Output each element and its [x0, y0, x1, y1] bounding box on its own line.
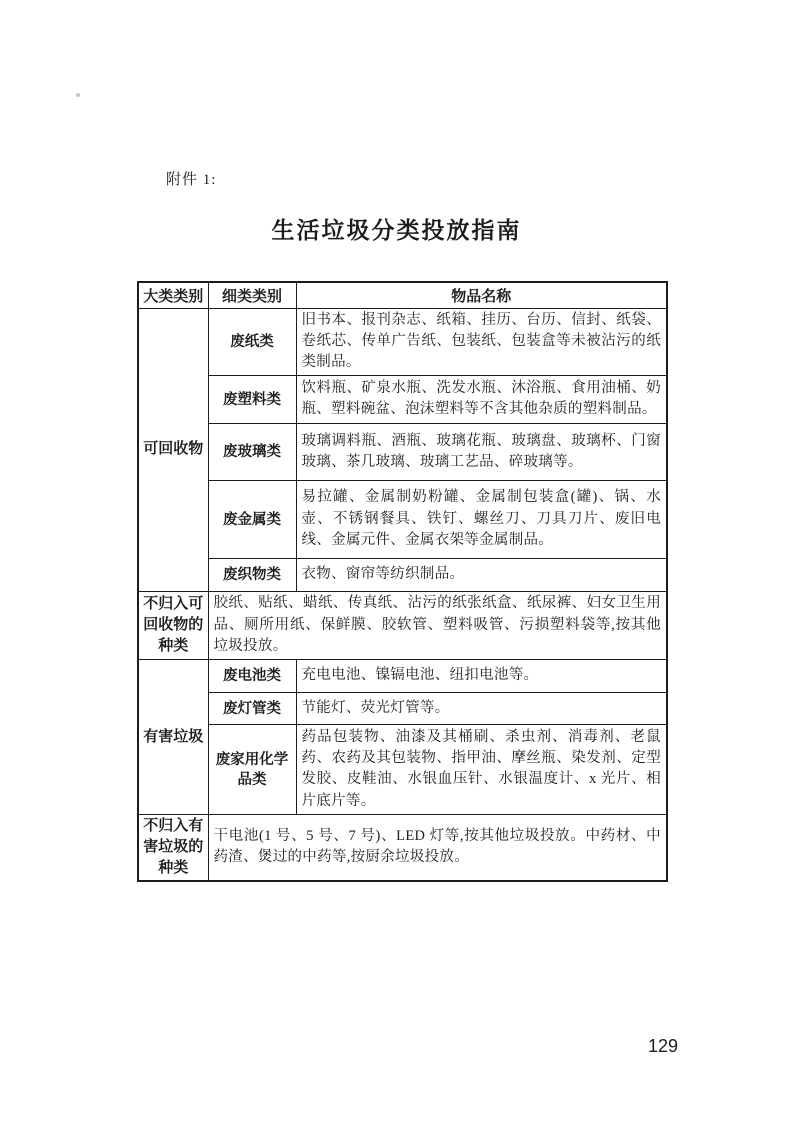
- items-waste-battery: 充电电池、镍镉电池、纽扣电池等。: [296, 660, 667, 693]
- table-row-waste-lamp: [138, 693, 667, 725]
- items-non-hazardous: 干电池(1 号、5 号、7 号)、LED 灯等,按其他垃圾投放。中药材、中药渣、煲过的中药等,按厨余垃圾投放。: [208, 815, 667, 882]
- items-waste-textile: 衣物、窗帘等纺织制品。: [296, 559, 667, 592]
- major-category-recyclable: 可回收物: [138, 308, 208, 592]
- items-waste-metal: 易拉罐、金属制奶粉罐、金属制包装盒(罐)、锅、水壶、不锈钢餐具、铁钉、螺丝刀、刀具刀片、废旧电线、金属元件、金属衣架等金属制品。: [296, 481, 667, 559]
- items-non-recyclable: 胶纸、贴纸、蜡纸、传真纸、沾污的纸张纸盒、纸尿裤、妇女卫生用品、厕所用纸、保鲜膜、胶软管、塑料吸管、污损塑料袋等,按其他垃圾投放。: [208, 592, 667, 660]
- sub-category-waste-battery: 废电池类: [208, 660, 296, 693]
- table-row-waste-glass: [138, 424, 667, 481]
- sub-category-waste-plastic: 废塑料类: [208, 376, 296, 424]
- table-row-waste-metal: [138, 481, 667, 559]
- scan-artifact: [76, 93, 80, 97]
- table-row-waste-textile: [138, 559, 667, 592]
- sub-category-waste-textile: 废织物类: [208, 559, 296, 592]
- header-item-names: 物品名称: [296, 282, 667, 308]
- sub-category-waste-lamp: 废灯管类: [208, 693, 296, 725]
- sub-category-waste-glass: 废玻璃类: [208, 424, 296, 481]
- header-sub-category: 细类类别: [208, 282, 296, 308]
- page-title: 生活垃圾分类投放指南: [271, 218, 522, 243]
- table-row-household-chemicals: [138, 725, 667, 815]
- attachment-label: 附件 1:: [166, 172, 217, 188]
- items-waste-glass: 玻璃调料瓶、酒瓶、玻璃花瓶、玻璃盘、玻璃杯、门窗玻璃、茶几玻璃、玻璃工艺品、碎玻璃等。: [296, 424, 667, 481]
- major-category-non-recyclable: 不归入可回收物的种类: [138, 592, 208, 660]
- table-row-waste-plastic: [138, 376, 667, 424]
- major-category-non-hazardous: 不归入有害垃圾的种类: [138, 815, 208, 882]
- sub-category-waste-paper: 废纸类: [208, 308, 296, 376]
- major-category-hazardous: 有害垃圾: [138, 660, 208, 815]
- waste-classification-table: [137, 281, 668, 882]
- sub-category-household-chemicals: 废家用化学品类: [208, 725, 296, 815]
- items-waste-paper: 旧书本、报刊杂志、纸箱、挂历、台历、信封、纸袋、卷纸芯、传单广告纸、包装纸、包装盒等未被沾污的纸类制品。: [296, 308, 667, 376]
- table-row-waste-paper: [138, 308, 667, 376]
- table-row-waste-battery: [138, 660, 667, 693]
- table-row-non-hazardous: [138, 815, 667, 882]
- items-waste-plastic: 饮料瓶、矿泉水瓶、洗发水瓶、沐浴瓶、食用油桶、奶瓶、塑料碗盆、泡沫塑料等不含其他杂质的塑料制品。: [296, 376, 667, 424]
- items-household-chemicals: 药品包装物、油漆及其桶刷、杀虫剂、消毒剂、老鼠药、农药及其包装物、指甲油、摩丝瓶、染发剂、定型发胶、皮鞋油、水银血压针、水银温度计、x 光片、相片底片等。: [296, 725, 667, 815]
- sub-category-waste-metal: 废金属类: [208, 481, 296, 559]
- table-header-row: [138, 282, 667, 308]
- page-number: 129: [648, 1036, 679, 1056]
- table-row-non-recyclable: [138, 592, 667, 660]
- header-major-category: 大类类别: [138, 282, 208, 308]
- items-waste-lamp: 节能灯、荧光灯管等。: [296, 693, 667, 725]
